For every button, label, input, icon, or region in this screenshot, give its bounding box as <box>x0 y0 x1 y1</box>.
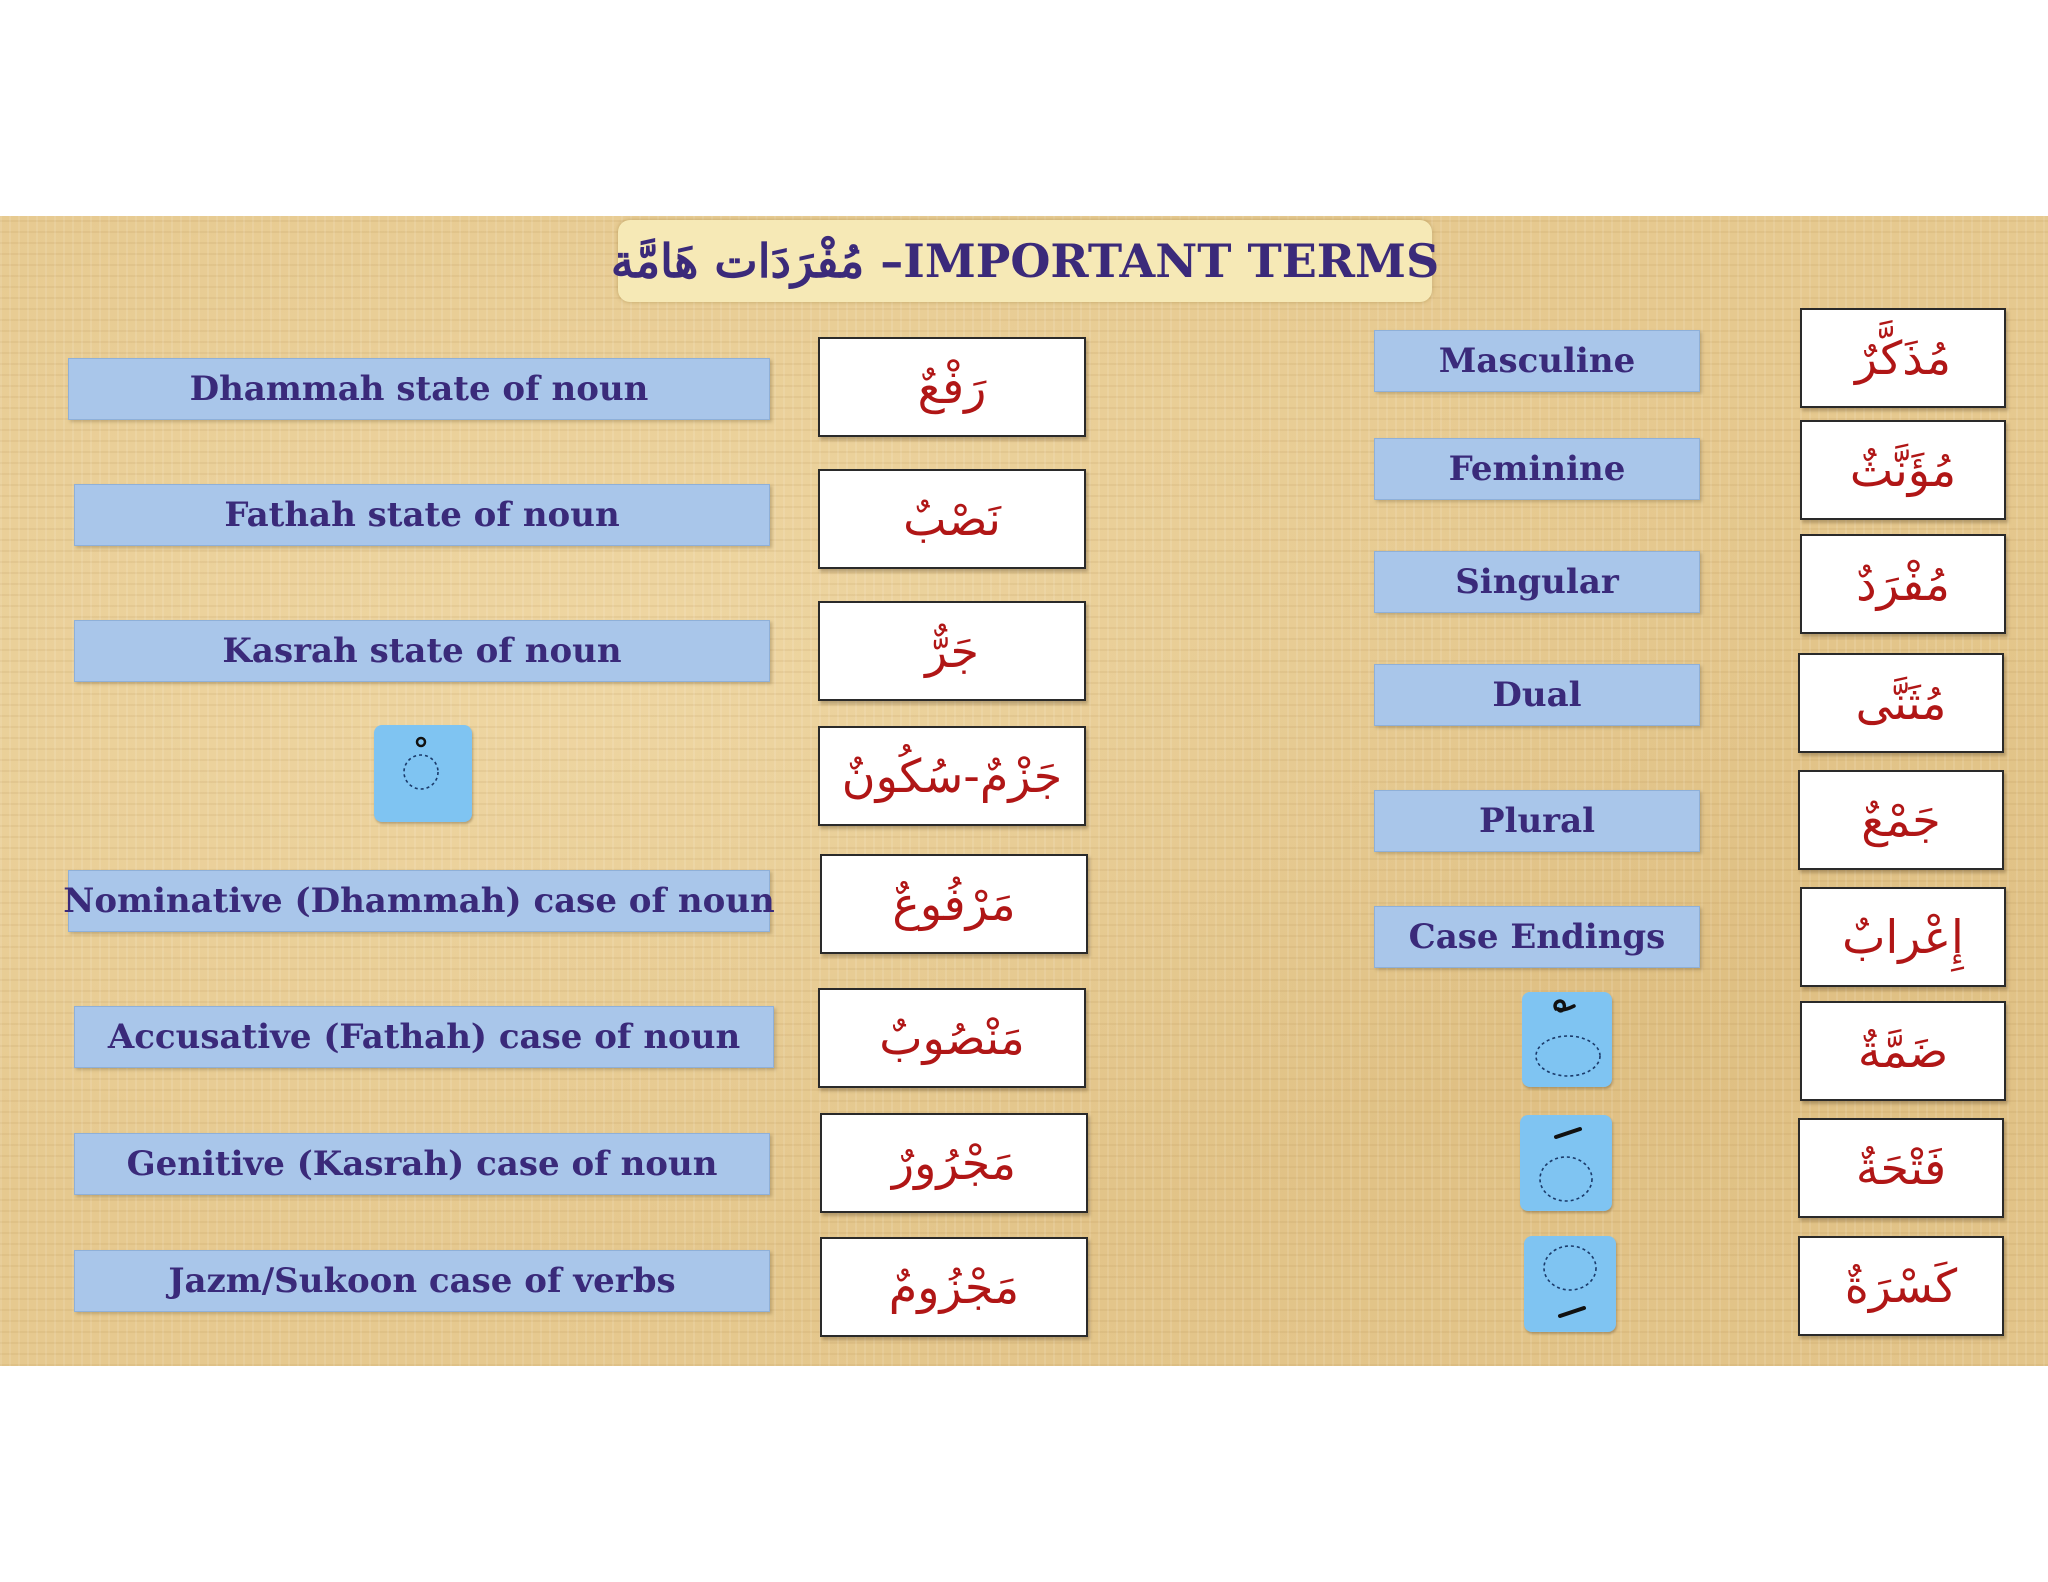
term-irab: إِعْرابٌ <box>1800 887 2006 987</box>
term-kasrah: كَسْرَةٌ <box>1798 1236 2004 1336</box>
term-muannath: مُؤَنَّثٌ <box>1800 420 2006 520</box>
label-accusative-case: Accusative (Fathah) case of noun <box>74 1006 774 1068</box>
term-jarr: جَرٌّ <box>818 601 1086 701</box>
label-plural: Plural <box>1374 790 1700 852</box>
term-mansub: مَنْصُوبٌ <box>818 988 1086 1088</box>
label-case-endings: Case Endings <box>1374 906 1700 968</box>
term-nasb: نَصْبٌ <box>818 469 1086 569</box>
dhammah-mark-icon <box>1522 992 1612 1087</box>
term-mudhakkar: مُذَكَّرٌ <box>1800 308 2006 408</box>
term-muthanna: مُثَنَّى <box>1798 653 2004 753</box>
fathah-mark-icon <box>1520 1115 1612 1211</box>
label-nominative-case: Nominative (Dhammah) case of noun <box>68 870 770 932</box>
sukoon-mark-icon <box>374 725 472 822</box>
label-genitive-case: Genitive (Kasrah) case of noun <box>74 1133 770 1195</box>
term-jam: جَمْعٌ <box>1798 770 2004 870</box>
label-kasrah-state: Kasrah state of noun <box>74 620 770 682</box>
term-fathah: فَتْحَةٌ <box>1798 1118 2004 1218</box>
label-dual: Dual <box>1374 664 1700 726</box>
label-masculine: Masculine <box>1374 330 1700 392</box>
term-marfu: مَرْفُوعٌ <box>820 854 1088 954</box>
label-dhammah-state: Dhammah state of noun <box>68 358 770 420</box>
label-fathah-state: Fathah state of noun <box>74 484 770 546</box>
term-dammah: ضَمَّةٌ <box>1800 1001 2006 1101</box>
term-majrur: مَجْرُورٌ <box>820 1113 1088 1213</box>
term-raf: رَفْعٌ <box>818 337 1086 437</box>
label-singular: Singular <box>1374 551 1700 613</box>
term-majzum: مَجْزُومٌ <box>820 1237 1088 1337</box>
label-jazm-case: Jazm/Sukoon case of verbs <box>74 1250 770 1312</box>
page-title: مُفْرَدَات هَامَّة –IMPORTANT TERMS <box>618 220 1432 302</box>
term-jazm-sukoon: جَزْمٌ-سُكُونٌ <box>818 726 1086 826</box>
label-feminine: Feminine <box>1374 438 1700 500</box>
kasrah-mark-icon <box>1524 1236 1616 1332</box>
term-mufrad: مُفْرَدٌ <box>1800 534 2006 634</box>
